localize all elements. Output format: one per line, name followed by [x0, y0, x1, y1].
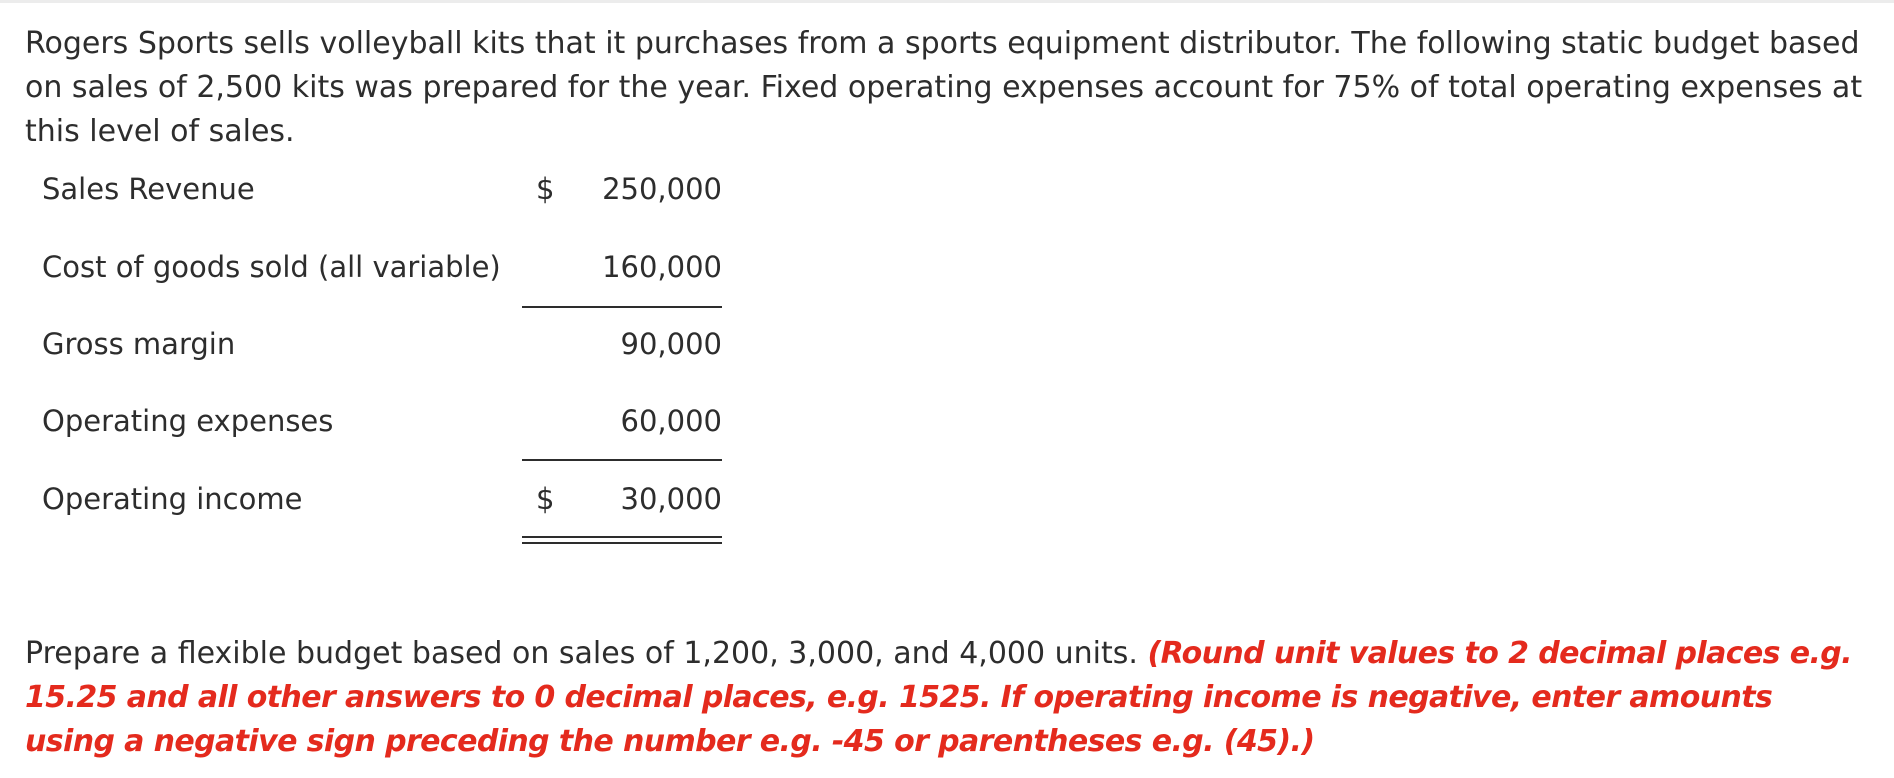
row-amount: 160,000: [602, 250, 722, 284]
budget-row-cost-of-goods-sold: [42, 250, 722, 302]
top-divider: [0, 0, 1894, 3]
row-label: Operating expenses: [42, 404, 334, 438]
rounding-note: (Round unit values to 2 decimal places e.g. 15.25 and all other answers to 0 decimal places, e.g. 1525. If operating income is negative, enter amounts using a negative sign preceding the number e.g. -45 or parentheses e.g. (45).): [25, 636, 1852, 759]
subtotal-rule: [522, 306, 722, 308]
budget-row-gross-margin: [42, 327, 722, 379]
instructions-paragraph: [25, 632, 1870, 764]
subtotal-rule: [522, 459, 722, 461]
row-amount: 250,000: [602, 172, 722, 206]
dollar-sign: $: [536, 172, 555, 206]
dollar-sign: $: [536, 482, 555, 516]
problem-intro-text: Rogers Sports sells volleyball kits that it purchases from a sports equipment distributor. The following static budget based on sales of 2,500 kits was prepared for the year. Fixed operating expenses account for 75% of total operating expenses at this level of sales.: [25, 26, 1863, 149]
row-label: Cost of goods sold (all variable): [42, 250, 501, 284]
budget-row-sales-revenue: [42, 172, 722, 224]
budget-row-operating-income: [42, 482, 722, 534]
row-amount: 90,000: [620, 327, 722, 361]
row-amount: 30,000: [620, 482, 722, 516]
row-label: Gross margin: [42, 327, 236, 361]
row-amount: 60,000: [620, 404, 722, 438]
instructions-text: Prepare a flexible budget based on sales of 1,200, 3,000, and 4,000 units.: [25, 636, 1138, 671]
row-label: Operating income: [42, 482, 303, 516]
total-double-rule: [522, 536, 722, 544]
budget-row-operating-expenses: [42, 404, 722, 456]
row-label: Sales Revenue: [42, 172, 255, 206]
